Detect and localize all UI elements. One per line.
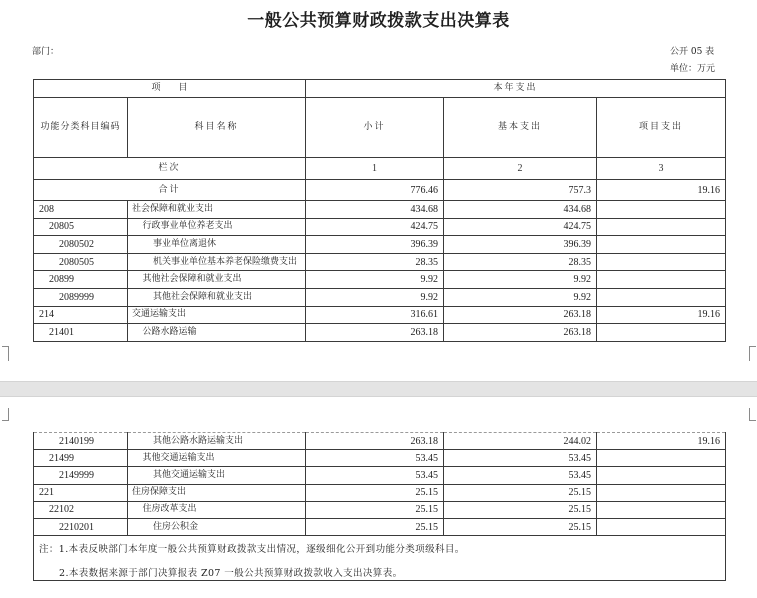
basic-expenditure-cell: 263.18	[444, 306, 597, 324]
table-row	[34, 433, 726, 450]
table-row	[34, 324, 726, 342]
department-label: 部门：	[32, 47, 60, 57]
project-expenditure-cell	[597, 518, 726, 535]
page-corner-mark	[749, 346, 756, 361]
subject-name-cell: 其他交通运输支出	[128, 450, 306, 467]
basic-expenditure-cell: 28.35	[444, 253, 597, 271]
total-row	[34, 180, 726, 201]
subject-name-cell: 其他社会保障和就业支出	[128, 271, 306, 289]
expenditure-table-continued	[33, 432, 726, 581]
note-line-1: 注：1.本表反映部门本年度一般公共预算财政拨款支出情况，逐级细化公开到功能分类项级科目。	[39, 544, 465, 556]
column-index-2: 2	[444, 158, 597, 180]
table-row	[34, 450, 726, 467]
header-project-expenditure: 项目支出	[597, 98, 726, 158]
total-label: 合计	[34, 180, 306, 201]
column-index-1: 1	[306, 158, 444, 180]
subject-name-cell: 住房改革支出	[128, 501, 306, 518]
table-header-row	[34, 80, 726, 98]
project-expenditure-cell	[597, 288, 726, 306]
total-project-expenditure: 19.16	[597, 180, 726, 201]
subject-code-cell: 2080505	[34, 253, 128, 271]
table-row	[34, 236, 726, 254]
subject-code-cell: 221	[34, 484, 128, 501]
basic-expenditure-cell: 53.45	[444, 450, 597, 467]
subtotal-cell: 316.61	[306, 306, 444, 324]
subtotal-cell: 396.39	[306, 236, 444, 254]
subject-code-cell: 2140199	[34, 433, 128, 450]
header-subject-name: 科目名称	[128, 98, 306, 158]
basic-expenditure-cell: 25.15	[444, 501, 597, 518]
basic-expenditure-cell: 396.39	[444, 236, 597, 254]
table-row	[34, 218, 726, 236]
table-row	[34, 467, 726, 484]
basic-expenditure-cell: 25.15	[444, 518, 597, 535]
table-body	[34, 80, 726, 342]
subject-name-cell: 住房公积金	[128, 518, 306, 535]
header-item: 项 目	[34, 80, 306, 98]
project-expenditure-cell	[597, 253, 726, 271]
project-expenditure-cell	[597, 484, 726, 501]
subject-name-cell: 交通运输支出	[128, 306, 306, 324]
unit-label: 单位：万元	[670, 64, 716, 74]
project-expenditure-cell	[597, 467, 726, 484]
subject-code-cell: 21499	[34, 450, 128, 467]
column-index-label: 栏次	[34, 158, 306, 180]
subject-name-cell: 其他社会保障和就业支出	[128, 288, 306, 306]
subject-name-cell: 事业单位离退休	[128, 236, 306, 254]
subject-code-cell: 22102	[34, 501, 128, 518]
subject-name-cell: 公路水路运输	[128, 324, 306, 342]
project-expenditure-cell: 19.16	[597, 306, 726, 324]
basic-expenditure-cell: 9.92	[444, 288, 597, 306]
header-code: 功能分类科目编码	[34, 98, 128, 158]
basic-expenditure-cell: 25.15	[444, 484, 597, 501]
subtotal-cell: 53.45	[306, 467, 444, 484]
subtotal-cell: 25.15	[306, 501, 444, 518]
table-row	[34, 518, 726, 535]
basic-expenditure-cell: 424.75	[444, 218, 597, 236]
project-expenditure-cell	[597, 218, 726, 236]
subtotal-cell: 263.18	[306, 324, 444, 342]
subject-name-cell: 行政事业单位养老支出	[128, 218, 306, 236]
project-expenditure-cell	[597, 501, 726, 518]
subtotal-cell: 424.75	[306, 218, 444, 236]
subject-code-cell: 20805	[34, 218, 128, 236]
column-index-row	[34, 158, 726, 180]
table-body	[34, 433, 726, 581]
table-row	[34, 484, 726, 501]
page-corner-mark	[749, 408, 756, 421]
header-basic-expenditure: 基本支出	[444, 98, 597, 158]
subtotal-cell: 263.18	[306, 433, 444, 450]
subtotal-cell: 28.35	[306, 253, 444, 271]
table-row	[34, 253, 726, 271]
subtotal-cell: 9.92	[306, 271, 444, 289]
subject-name-cell: 其他公路水路运输支出	[128, 433, 306, 450]
column-index-3: 3	[597, 158, 726, 180]
basic-expenditure-cell: 244.02	[444, 433, 597, 450]
table-row	[34, 288, 726, 306]
project-expenditure-cell	[597, 450, 726, 467]
table-row	[34, 306, 726, 324]
basic-expenditure-cell: 9.92	[444, 271, 597, 289]
subject-code-cell: 2149999	[34, 467, 128, 484]
document-page-2	[0, 397, 757, 598]
table-row	[34, 201, 726, 219]
project-expenditure-cell	[597, 236, 726, 254]
document-title: 一般公共预算财政拨款支出决算表	[247, 11, 510, 31]
subtotal-cell: 9.92	[306, 288, 444, 306]
header-subtotal: 小计	[306, 98, 444, 158]
subject-name-cell: 社会保障和就业支出	[128, 201, 306, 219]
subtotal-cell: 25.15	[306, 484, 444, 501]
table-column-header-row	[34, 98, 726, 158]
subject-code-cell: 2080502	[34, 236, 128, 254]
project-expenditure-cell	[597, 201, 726, 219]
subject-code-cell: 208	[34, 201, 128, 219]
expenditure-table	[33, 79, 726, 342]
notes-cell	[34, 536, 726, 581]
subject-name-cell: 其他交通运输支出	[128, 467, 306, 484]
page-corner-mark	[2, 408, 9, 421]
subject-code-cell: 2210201	[34, 518, 128, 535]
table-row	[34, 501, 726, 518]
subject-code-cell: 2089999	[34, 288, 128, 306]
subtotal-cell: 434.68	[306, 201, 444, 219]
table-row	[34, 271, 726, 289]
subtotal-cell: 25.15	[306, 518, 444, 535]
basic-expenditure-cell: 434.68	[444, 201, 597, 219]
total-basic-expenditure: 757.3	[444, 180, 597, 201]
subject-name-cell: 机关事业单位基本养老保险缴费支出	[128, 253, 306, 271]
basic-expenditure-cell: 263.18	[444, 324, 597, 342]
table-number: 公开 05 表	[670, 47, 715, 57]
subject-name-cell: 住房保障支出	[128, 484, 306, 501]
table-meta	[670, 44, 715, 78]
subject-code-cell: 21401	[34, 324, 128, 342]
project-expenditure-cell	[597, 271, 726, 289]
subject-code-cell: 20899	[34, 271, 128, 289]
header-current-year: 本年支出	[306, 80, 726, 98]
page-corner-mark	[2, 346, 9, 361]
total-subtotal: 776.46	[306, 180, 444, 201]
notes-row	[34, 536, 726, 581]
basic-expenditure-cell: 53.45	[444, 467, 597, 484]
project-expenditure-cell: 19.16	[597, 433, 726, 450]
page-break-gap	[0, 381, 757, 397]
project-expenditure-cell	[597, 324, 726, 342]
note-line-2: 2.本表数据来源于部门决算报表 Z07 一般公共预算财政拨款收入支出决算表。	[59, 568, 403, 580]
subject-code-cell: 214	[34, 306, 128, 324]
subtotal-cell: 53.45	[306, 450, 444, 467]
